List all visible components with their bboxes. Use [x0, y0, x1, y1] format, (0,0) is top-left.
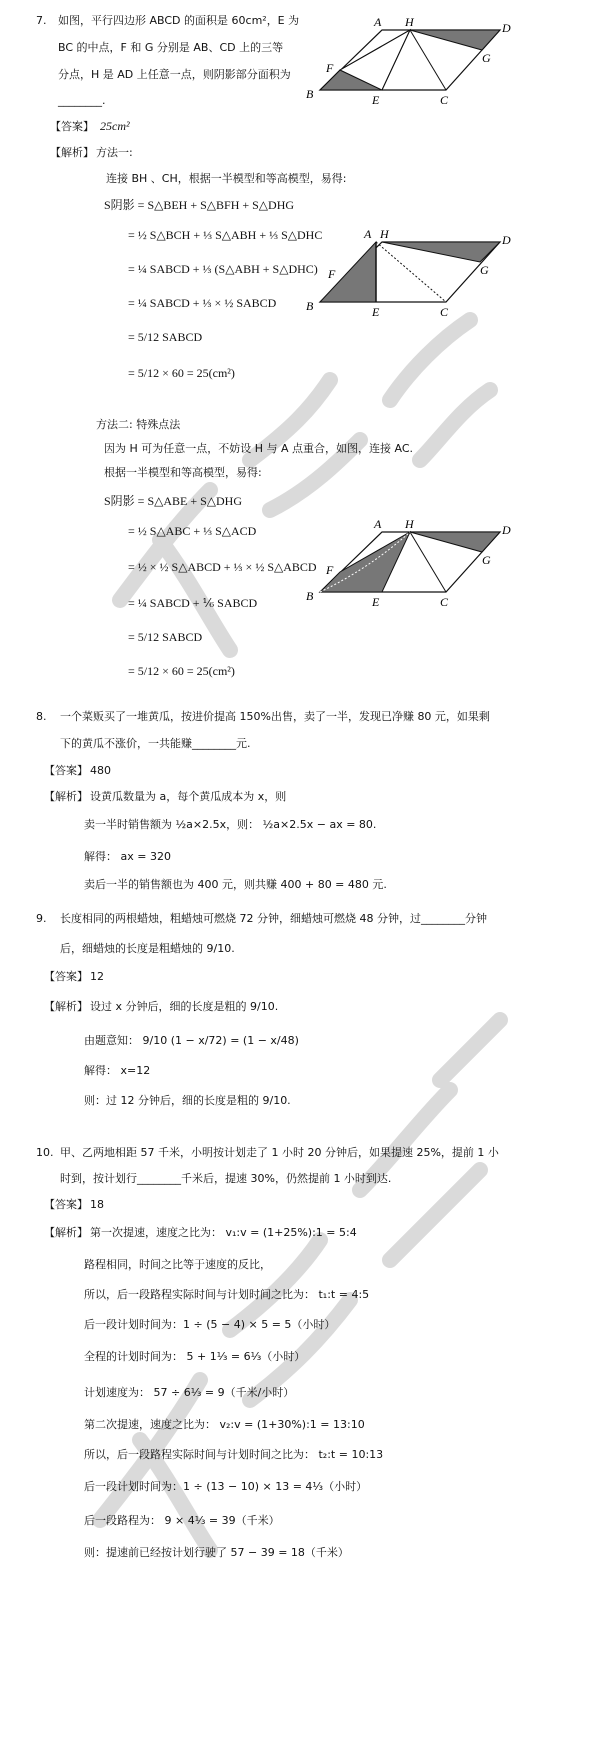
watermark-bottom: [60, 1000, 540, 1560]
q9-analysis-tag: 【解析】: [44, 1000, 88, 1013]
fig3-label-D: D: [502, 523, 511, 537]
q8-number: 8.: [36, 710, 47, 723]
fig3-label-H: H: [405, 517, 414, 531]
q7-method2-line2: 根据一半模型和等高模型，易得:: [104, 466, 262, 479]
fig3-label-G: G: [482, 553, 491, 567]
q10-answer-tag: 【答案】: [44, 1198, 88, 1211]
fig2-label-A: A: [364, 227, 372, 241]
q9-number: 9.: [36, 912, 47, 925]
q7-m1-eq2: = ½ S△BCH + ⅓ S△ABH + ⅓ S△DHC: [128, 228, 323, 242]
q10-stem-line2: 时到，按计划行________千米后，提速 30%，仍然提前 1 小时到达.: [60, 1172, 392, 1185]
q8-answer-tag: 【答案】: [44, 764, 88, 777]
q7-m2-eq3: = ½ × ½ S△ABCD + ⅓ × ½ S△ABCD: [128, 560, 317, 574]
q7-figure-1: [300, 8, 530, 108]
fig3-label-F: F: [326, 563, 334, 577]
q9-analysis-line4: 则：过 12 分钟后，细的长度是粗的 9/10.: [84, 1094, 291, 1107]
q10-analysis-line3: 所以，后一段路程实际时间与计划时间之比为： t₁:t = 4:5: [84, 1288, 370, 1301]
fig2-label-B: B: [306, 299, 314, 313]
q7-m1-eq4: = ¼ SABCD + ⅓ × ½ SABCD: [128, 296, 277, 310]
fig1-label-D: D: [502, 21, 511, 35]
q10-analysis-line5: 全程的计划时间为： 5 + 1⅓ = 6⅓（小时）: [84, 1350, 306, 1363]
q9-analysis-line2: 由题意知： 9/10 (1 − x/72) = (1 − x/48): [84, 1034, 299, 1047]
q7-method2-line1: 因为 H 可为任意一点，不妨设 H 与 A 点重合，如图，连接 AC.: [104, 442, 414, 455]
fig1-label-F: F: [326, 61, 334, 75]
fig3-label-E: E: [372, 595, 380, 609]
fig3-label-B: B: [306, 589, 314, 603]
q10-analysis-line4: 后一段计划时间为：1 ÷ (5 − 4) × 5 = 5（小时）: [84, 1318, 336, 1331]
q7-m2-eq1: S阴影 = S△ABE + S△DHG: [104, 494, 243, 508]
q7-number: 7.: [36, 14, 47, 27]
q7-method1-line: 连接 BH 、CH，根据一半模型和等高模型，易得:: [106, 172, 347, 185]
q7-stem-line1: 如图，平行四边形 ABCD 的面积是 60cm²，E 为: [58, 14, 300, 27]
q7-figure-2: [300, 220, 530, 320]
fig2-label-D: D: [502, 233, 511, 247]
q8-analysis-line2: 卖一半时销售额为 ½a×2.5x，则： ½a×2.5x − ax = 80.: [84, 818, 377, 831]
fig2-label-G: G: [480, 263, 489, 277]
q9-answer-tag: 【答案】: [44, 970, 88, 983]
fig2-label-H: H: [380, 227, 389, 241]
q7-method2-title: 方法二: 特殊点法: [96, 418, 181, 431]
fig2-label-C: C: [440, 305, 449, 319]
q10-analysis-line9: 后一段计划时间为：1 ÷ (13 − 10) × 13 = 4⅓（小时）: [84, 1480, 368, 1493]
q7-method1-title: 方法一:: [96, 146, 133, 159]
q7-m2-eq4: = ¼ SABCD + ⅙ SABCD: [128, 596, 258, 610]
q7-m1-eq5: = 5/12 SABCD: [128, 330, 203, 344]
q10-stem-line1: 甲、乙两地相距 57 千米，小明按计划走了 1 小时 20 分钟后，如果提速 25%，提前 1 小: [60, 1146, 499, 1159]
q8-answer: 480: [90, 764, 111, 777]
fig2-label-F: F: [328, 267, 336, 281]
q8-stem-line1: 一个菜贩买了一堆黄瓜，按进价提高 150%出售，卖了一半，发现已净赚 80 元，如果剩: [60, 710, 490, 723]
q7-m2-eq6: = 5/12 × 60 = 25(cm²): [128, 664, 235, 678]
q7-stem-line3: 分点，H 是 AD 上任意一点，则阴影部分面积为: [58, 68, 291, 81]
fig3-label-C: C: [440, 595, 449, 609]
q7-m1-eq3: = ¼ SABCD + ⅓ (S△ABH + S△DHC): [128, 262, 318, 276]
fig3-label-A: A: [374, 517, 382, 531]
q7-answer: 25cm²: [100, 119, 130, 133]
fig1-label-H: H: [405, 15, 414, 29]
q7-answer-tag: 【答案】: [50, 120, 94, 133]
fig1-label-C: C: [440, 93, 449, 107]
q10-analysis-tag: 【解析】: [44, 1226, 88, 1239]
q9-stem-line2: 后，细蜡烛的长度是粗蜡烛的 9/10.: [60, 942, 235, 955]
q9-analysis-line1: 设过 x 分钟后，细的长度是粗的 9/10.: [90, 1000, 279, 1013]
q10-analysis-line1: 第一次提速，速度之比为： v₁:v = (1+25%):1 = 5:4: [90, 1226, 357, 1239]
q8-stem-line2: 下的黄瓜不涨价，一共能赚________元.: [60, 737, 251, 750]
q9-analysis-line3: 解得： x=12: [84, 1064, 151, 1077]
q7-figure-3: [300, 510, 530, 610]
q8-analysis-line3: 解得： ax = 320: [84, 850, 171, 863]
fig1-label-E: E: [372, 93, 380, 107]
q9-answer: 12: [90, 970, 104, 983]
q10-analysis-line2: 路程相同，时间之比等于速度的反比，: [84, 1258, 271, 1271]
q7-m2-eq5: = 5/12 SABCD: [128, 630, 203, 644]
q7-m1-eq1: S阴影 = S△BEH + S△BFH + S△DHG: [104, 198, 295, 212]
fig1-label-B: B: [306, 87, 314, 101]
q8-analysis-line4: 卖后一半的销售额也为 400 元，则共赚 400 + 80 = 480 元.: [84, 878, 387, 891]
q10-analysis-line11: 则：提速前已经按计划行驶了 57 − 39 = 18（千米）: [84, 1546, 349, 1559]
q10-analysis-line8: 所以，后一段路程实际时间与计划时间之比为： t₂:t = 10:13: [84, 1448, 384, 1461]
q7-m2-eq2: = ½ S△ABC + ⅓ S△ACD: [128, 524, 257, 538]
q8-analysis-tag: 【解析】: [44, 790, 88, 803]
q8-analysis-line1: 设黄瓜数量为 a，每个黄瓜成本为 x，则: [90, 790, 287, 803]
q9-stem-line1: 长度相同的两根蜡烛，粗蜡烛可燃烧 72 分钟，细蜡烛可燃烧 48 分钟，过________分钟: [60, 912, 487, 925]
q7-analysis-tag: 【解析】: [50, 146, 94, 159]
q10-analysis-line10: 后一段路程为： 9 × 4⅓ = 39（千米）: [84, 1514, 280, 1527]
q7-stem-line2: BC 的中点，F 和 G 分别是 AB、CD 上的三等: [58, 41, 284, 54]
fig1-label-G: G: [482, 51, 491, 65]
q7-blank: ________.: [58, 94, 106, 107]
fig1-label-A: A: [374, 15, 382, 29]
q10-analysis-line6: 计划速度为： 57 ÷ 6⅓ = 9（千米/小时）: [84, 1386, 295, 1399]
fig2-label-E: E: [372, 305, 380, 319]
q10-answer: 18: [90, 1198, 104, 1211]
q7-m1-eq6: = 5/12 × 60 = 25(cm²): [128, 366, 235, 380]
q10-analysis-line7: 第二次提速，速度之比为： v₂:v = (1+30%):1 = 13:10: [84, 1418, 365, 1431]
q10-number: 10.: [36, 1146, 54, 1159]
